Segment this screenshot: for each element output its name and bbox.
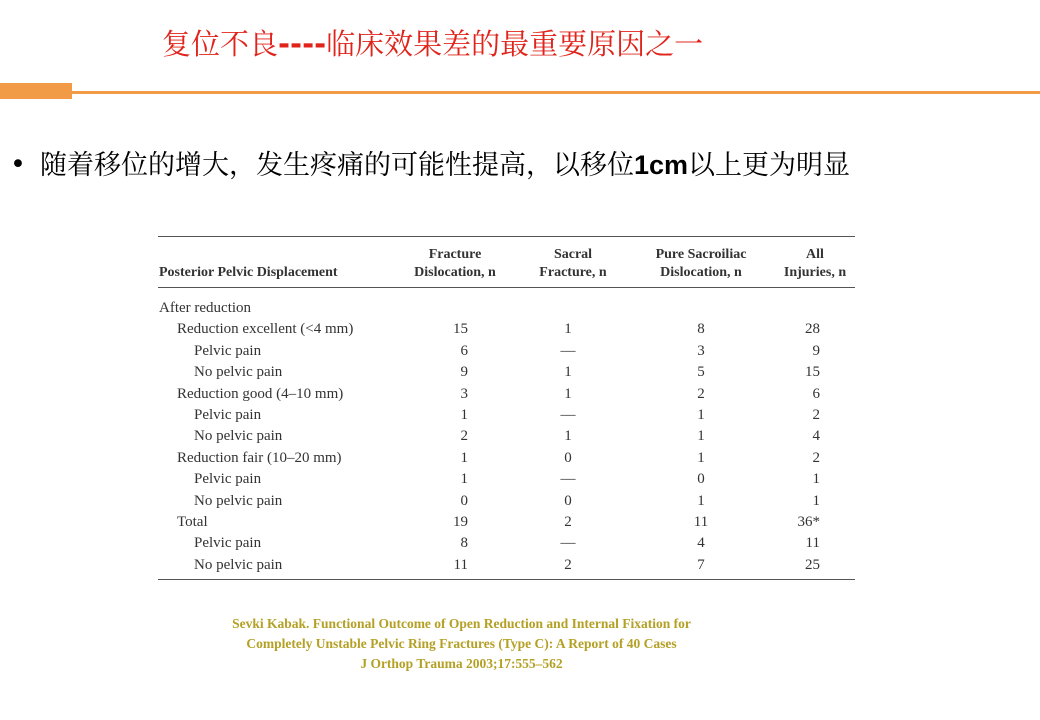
table-row: [158, 426, 855, 447]
cell-all-injuries: 6: [812, 385, 820, 402]
row-label: No pelvic pain: [194, 364, 283, 381]
row-label: After reduction: [159, 300, 252, 316]
citation-line2: Completely Unstable Pelvic Ring Fractures (Type C): A Report of 40 Cases: [246, 636, 677, 651]
bullet-marker: •: [10, 149, 26, 180]
cell-fracture-dislocation: 2: [460, 428, 468, 445]
cell-pure-sacroiliac: 2: [697, 385, 705, 402]
cell-sacral-fracture: —: [560, 342, 576, 359]
header-pure-sacroiliac-line1: Pure Sacroiliac: [655, 247, 747, 262]
cell-sacral-fracture: —: [560, 471, 576, 488]
row-label: Reduction excellent (<4 mm): [177, 321, 354, 338]
cell-all-injuries: 36*: [797, 513, 820, 530]
cell-fracture-dislocation: 1: [460, 449, 468, 466]
cell-sacral-fracture: 0: [564, 449, 572, 466]
cell-pure-sacroiliac: 1: [697, 492, 705, 509]
accent-block: [0, 83, 72, 99]
row-label: Reduction fair (10–20 mm): [177, 449, 342, 466]
cell-pure-sacroiliac: 8: [697, 321, 705, 338]
table-top-rule: [158, 236, 855, 237]
cell-pure-sacroiliac: 0: [697, 471, 705, 488]
cell-sacral-fracture: —: [560, 406, 576, 423]
accent-divider: [72, 91, 1040, 94]
table-row: [158, 469, 855, 490]
cell-pure-sacroiliac: 11: [693, 513, 709, 530]
table-row: [158, 298, 855, 319]
row-label: Pelvic pain: [194, 535, 262, 552]
table-row: [158, 491, 855, 512]
cell-pure-sacroiliac: 1: [697, 449, 705, 466]
row-label: Pelvic pain: [194, 342, 262, 359]
cell-all-injuries: 4: [812, 428, 820, 445]
table-row: [158, 362, 855, 383]
bullet-text-before: 随着移位的增大，发生疼痛的可能性提高，以移位: [40, 150, 634, 181]
table-bottom-rule: [158, 579, 855, 580]
bullet-text: [40, 146, 900, 185]
header-fracture-dislocation-line1: Fracture: [428, 247, 482, 262]
header-all-injuries: [770, 246, 860, 282]
cell-sacral-fracture: 0: [564, 492, 572, 509]
cell-fracture-dislocation: 11: [453, 556, 468, 573]
cell-fracture-dislocation: 1: [460, 471, 468, 488]
bullet-text-bold: 1cm: [634, 150, 689, 180]
cell-all-injuries: 2: [812, 406, 820, 423]
cell-pure-sacroiliac: 7: [697, 556, 705, 573]
table-row: [158, 533, 855, 554]
row-label: No pelvic pain: [194, 492, 283, 509]
cell-fracture-dislocation: 3: [460, 385, 468, 402]
row-label: Reduction good (4–10 mm): [177, 385, 344, 402]
header-pure-sacroiliac-line2: Dislocation, n: [660, 265, 742, 280]
cell-sacral-fracture: 1: [564, 428, 572, 445]
cell-all-injuries: 15: [805, 364, 820, 381]
cell-sacral-fracture: 1: [564, 321, 572, 338]
cell-sacral-fracture: 2: [564, 556, 572, 573]
cell-all-injuries: 1: [812, 471, 820, 488]
row-label: No pelvic pain: [194, 556, 283, 573]
title-dashes: ----: [278, 27, 327, 61]
cell-all-injuries: 1: [812, 492, 820, 509]
bullet-text-after: 以上更为明显: [688, 150, 851, 181]
cell-all-injuries: 11: [805, 535, 820, 552]
row-label: No pelvic pain: [194, 428, 283, 445]
cell-pure-sacroiliac: 1: [697, 406, 705, 423]
header-sacral-fracture: [518, 246, 628, 282]
header-displacement: Posterior Pelvic Displacement: [159, 265, 338, 280]
citation-line1: Sevki Kabak. Functional Outcome of Open Reduction and Internal Fixation for: [232, 616, 691, 631]
cell-fracture-dislocation: 9: [460, 364, 468, 381]
cell-sacral-fracture: 1: [564, 364, 572, 381]
header-all-injuries-line2: Injuries, n: [783, 265, 847, 280]
row-label: Pelvic pain: [194, 406, 262, 423]
citation: [150, 614, 773, 674]
table-row: [158, 405, 855, 426]
cell-sacral-fracture: —: [560, 535, 576, 552]
cell-sacral-fracture: 1: [564, 385, 572, 402]
header-fracture-dislocation-line2: Dislocation, n: [414, 265, 496, 280]
table-body: [158, 298, 855, 576]
table-row: [158, 448, 855, 469]
table-row: [158, 555, 855, 576]
cell-all-injuries: 9: [812, 342, 820, 359]
table-row: [158, 384, 855, 405]
cell-fracture-dislocation: 8: [460, 535, 468, 552]
cell-fracture-dislocation: 15: [453, 321, 468, 338]
slide-title: [162, 22, 703, 63]
cell-pure-sacroiliac: 4: [697, 535, 705, 552]
table-row: [158, 341, 855, 362]
cell-sacral-fracture: 2: [564, 513, 572, 530]
cell-fracture-dislocation: 0: [460, 492, 468, 509]
title-part1: 复位不良: [162, 27, 279, 61]
citation-line3: J Orthop Trauma 2003;17:555–562: [360, 656, 563, 671]
header-all-injuries-line1: All: [806, 247, 824, 262]
header-pure-sacroiliac: [634, 246, 768, 282]
table-row: [158, 512, 855, 533]
cell-pure-sacroiliac: 3: [697, 342, 705, 359]
row-label: Pelvic pain: [194, 471, 262, 488]
cell-fracture-dislocation: 19: [453, 513, 468, 530]
header-sacral-fracture-line1: Sacral: [553, 247, 593, 262]
cell-pure-sacroiliac: 5: [697, 364, 705, 381]
header-fracture-dislocation: [400, 246, 510, 282]
title-part2: 临床效果差的最重要原因之一: [326, 27, 704, 61]
header-sacral-fracture-line2: Fracture, n: [539, 265, 607, 280]
row-label: Total: [177, 513, 208, 530]
cell-pure-sacroiliac: 1: [697, 428, 705, 445]
table-row: [158, 319, 855, 340]
table-header-rule: [158, 287, 855, 288]
cell-all-injuries: 25: [805, 556, 820, 573]
cell-fracture-dislocation: 1: [460, 406, 468, 423]
cell-all-injuries: 2: [812, 449, 820, 466]
cell-fracture-dislocation: 6: [460, 342, 468, 359]
cell-all-injuries: 28: [805, 321, 820, 338]
